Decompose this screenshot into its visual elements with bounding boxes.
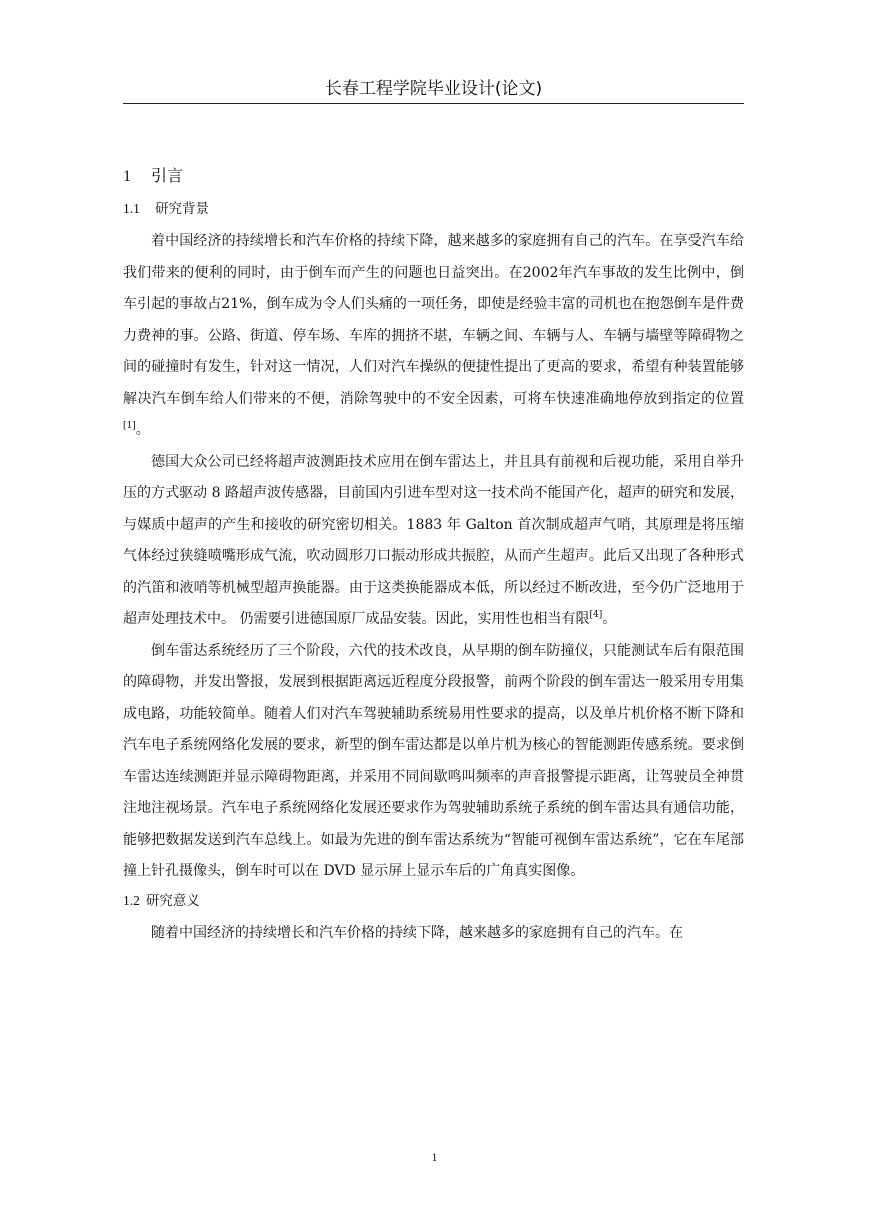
paragraph-text: 着中国经济的持续增长和汽车价格的持续下降，越来越多的家庭拥有自己的汽车。在享受汽车给我们带来的便利的同时，由于倒车而产生的问题也日益突出。在2002年汽车事故的发生比例中，倒车引起的事故占21%，倒车成为令人们头痛的一项任务，即使是经验丰富的司机也在抱怨倒车是件费力费神的事。公路、街道、停车场、车库的拥挤不堪，车辆之间、车辆与人、车辆与墙壁等障碍物之间的碰撞时有发生，针对这一情况，人们对汽车操纵的便捷性提出了更高的要求，希望有种装置能够解决汽车倒车给人们带来的不便，消除驾驶中的不安全因素，可将车快速准确地停放到指定的位置: [123, 233, 744, 407]
paragraph-text: 随着中国经济的持续增长和汽车价格的持续下降，越来越多的家庭拥有自己的汽车。在: [151, 924, 683, 941]
document-body: [123, 162, 744, 949]
page-header-title: 长春工程学院毕业设计(论文): [324, 79, 543, 99]
paragraph-text: 德国大众公司已经将超声波测距技术应用在倒车雷达上，并且具有前视和后视功能，采用自举升压的方式驱动 8 路超声波传感器，目前国内引进车型对这一技术尚不能国产化，超声的研究和发展，与媒质中超声的产生和接收的研究密切相关。1883 年 Galton 首次制成超声气哨，其原理是将压缩气体经过狭缝喷嘴形成气流，吹动圆形刀口振动形成共振腔，从而产生超声。此后又出现了各种形式的汽笛和液哨等机械型超声换能器。由于这类换能器成本低，所以经过不断改进，至今仍广泛地用于超声处理技术中。 仍需要引进德国原厂成品安装。因此，实用性也相当有限: [123, 453, 744, 627]
subsection-heading-1-2: [123, 888, 744, 914]
paragraph-end: 。: [602, 611, 617, 627]
section-heading-1: [123, 162, 744, 190]
section-number: 1: [123, 168, 131, 185]
paragraph-background-1: [123, 226, 744, 447]
paragraph-background-3: [123, 636, 744, 888]
page-number: 1: [431, 1150, 438, 1164]
paragraph-significance-1: [123, 918, 744, 950]
paragraph-background-2: [123, 447, 744, 636]
subsection-title: 研究意义: [145, 892, 200, 909]
subsection-title: 研究背景: [155, 201, 209, 217]
subsection-number: 1.1: [123, 201, 140, 216]
header-divider: [123, 103, 744, 104]
citation-mark: [4]: [589, 610, 603, 620]
subsection-number: 1.2: [123, 892, 140, 908]
paragraph-text: 倒车雷达系统经历了三个阶段，六代的技术改良，从早期的倒车防撞仪，只能测试车后有限范围的障碍物，并发出警报，发展到根据距离远近程度分段报警，前两个阶段的倒车雷达一般采用专用集成电路，功能较简单。随着人们对汽车驾驶辅助系统易用性要求的提高，以及单片机价格不断下降和汽车电子系统网络化发展的要求，新型的倒车雷达都是以单片机为核心的智能测距传感系统。要求倒车雷达连续测距并显示障碍物距离，并采用不同间歇鸣叫频率的声音报警提示距离，让驾驶员全神贯注地注视场景。汽车电子系统网络化发展还要求作为驾驶辅助系统子系统的倒车雷达具有通信功能，能够把数据发送到汽车总线上。如最为先进的倒车雷达系统为“智能可视倒车雷达系统”，它在车尾部撞上针孔摄像头，倒车时可以在 DVD 显示屏上显示车后的广角真实图像。: [123, 642, 744, 879]
paragraph-end: 。: [135, 422, 150, 438]
citation-mark: [1]: [123, 421, 136, 431]
subsection-heading-1-1: [123, 196, 744, 222]
section-title: 引言: [151, 166, 184, 185]
